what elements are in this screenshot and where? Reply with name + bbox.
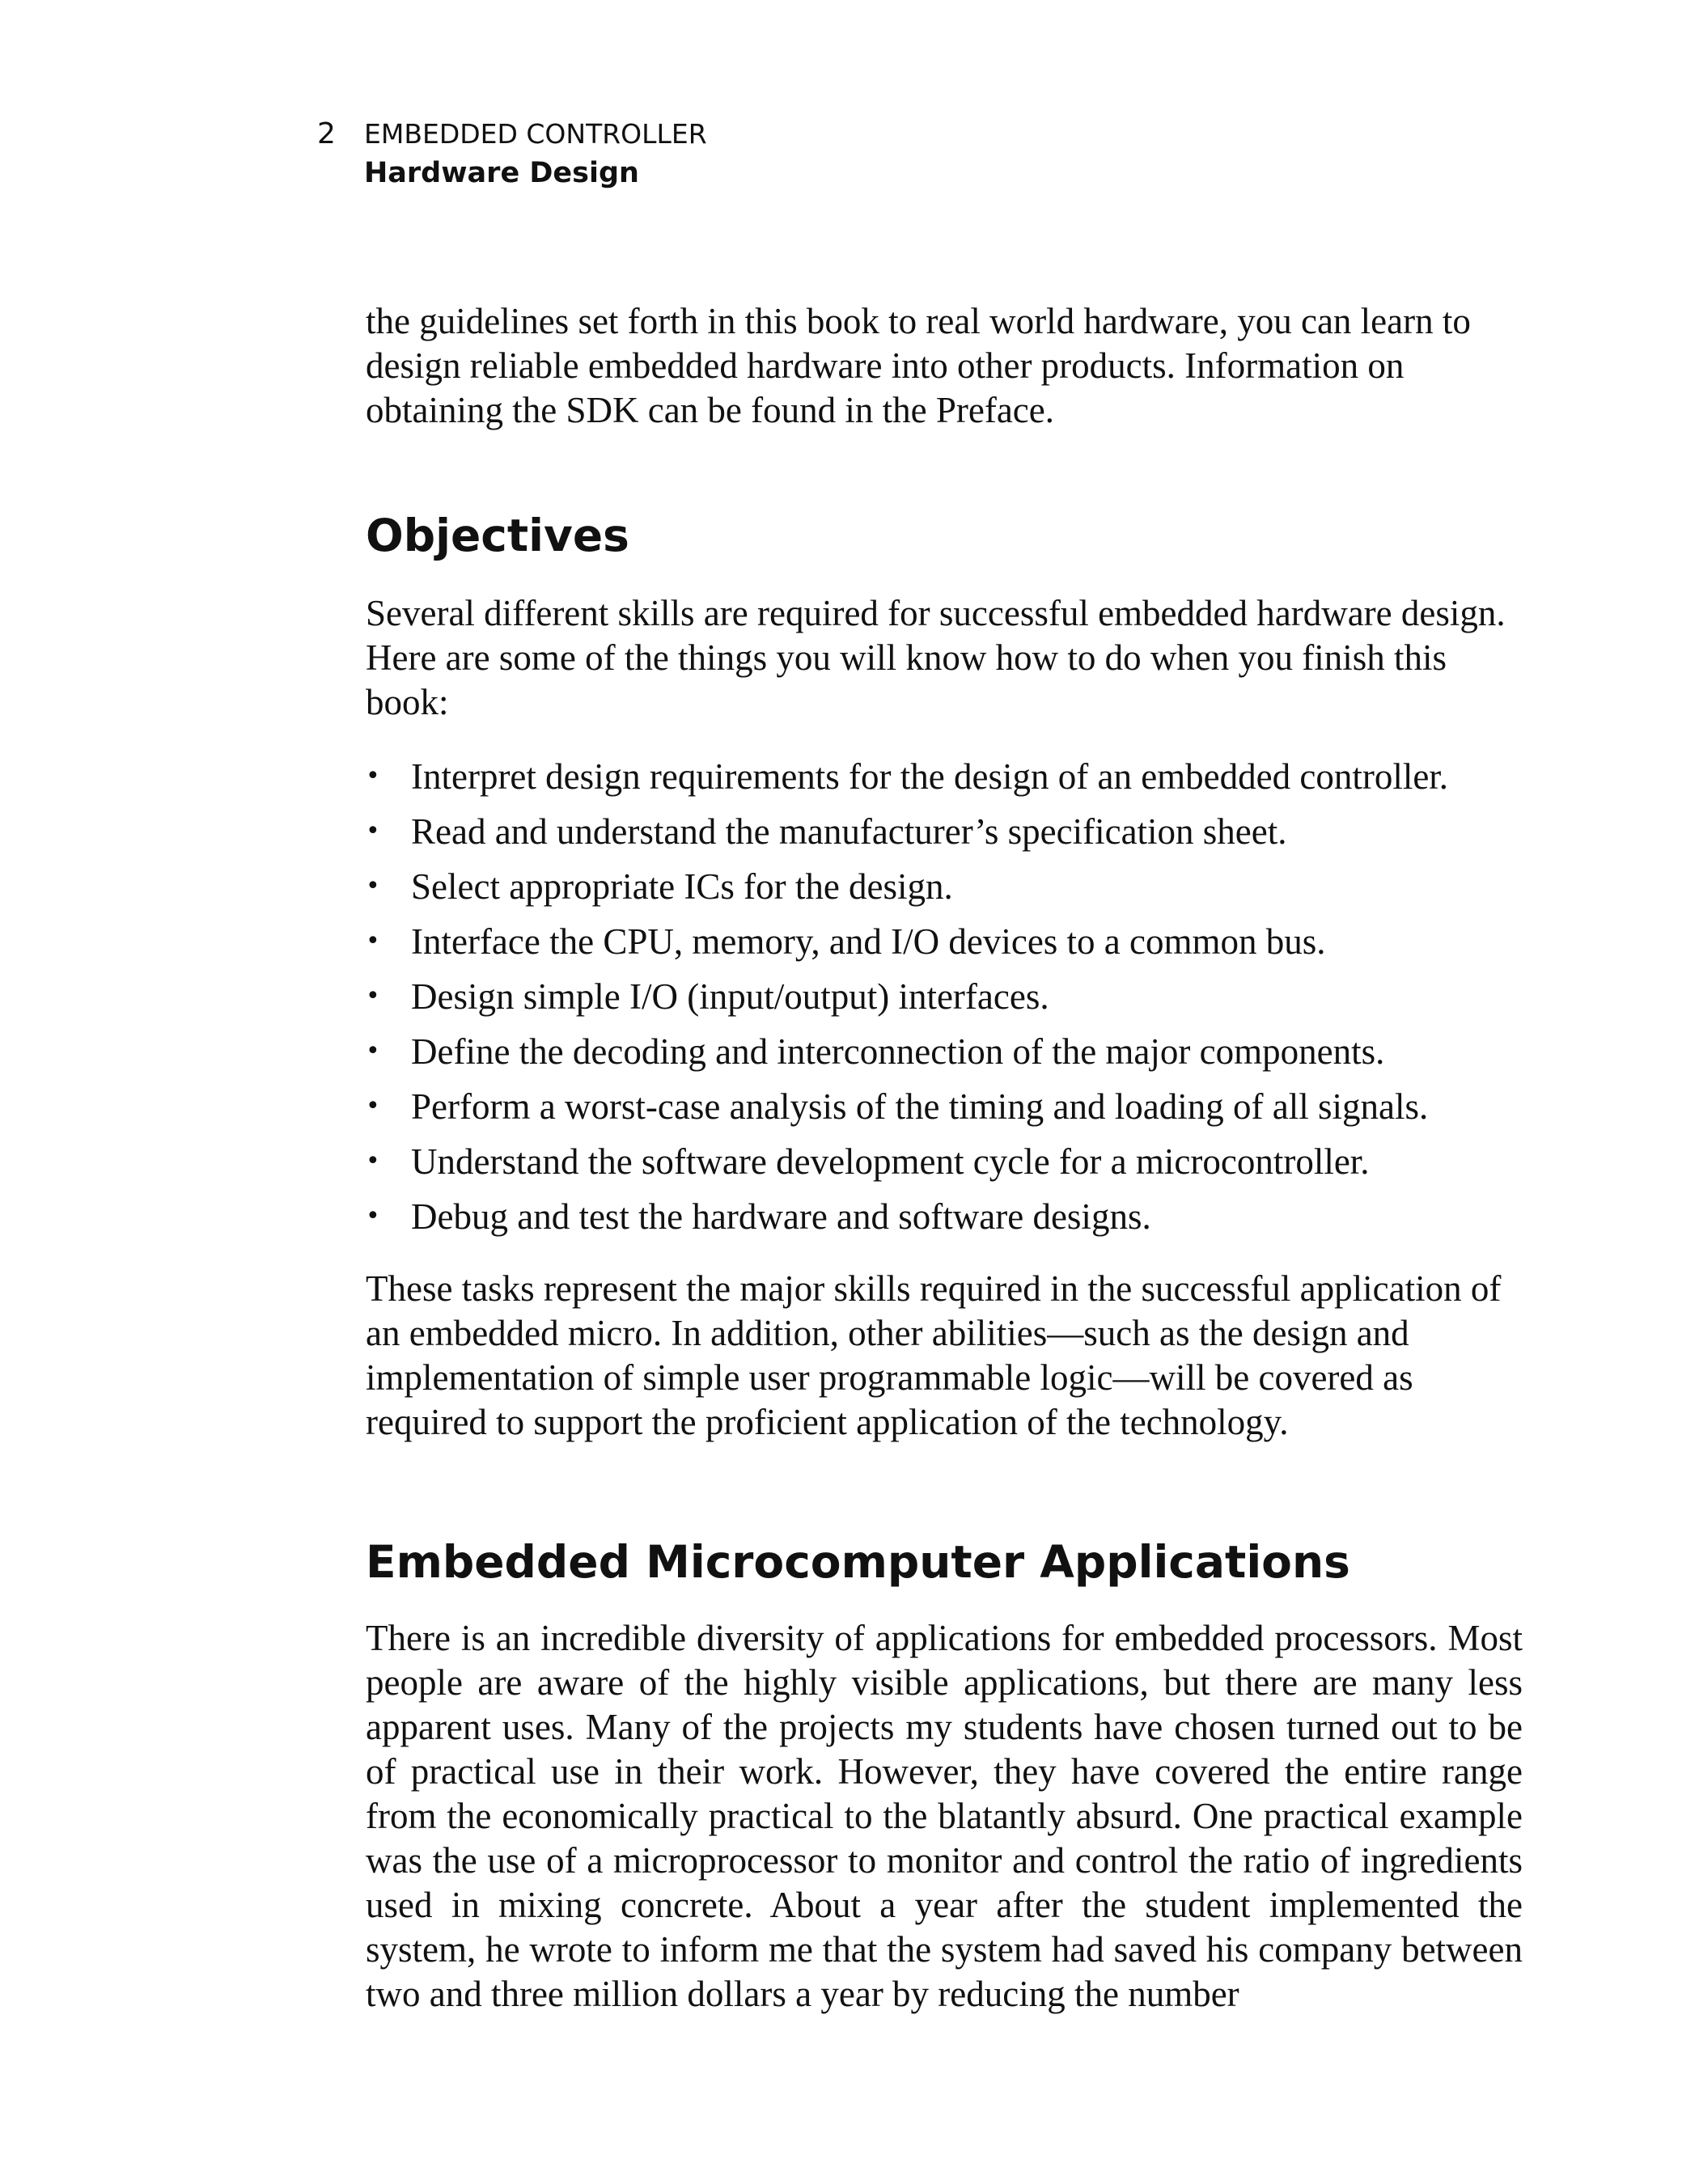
bullet-icon: • — [366, 817, 380, 845]
list-item-text: Interpret design requirements for the design of an embedded controller. — [411, 756, 1449, 797]
intro-paragraph: the guidelines set forth in this book to real world hardware, you can learn to design reliable embedded hardware into other products. Information on obtaining the SDK can be found in the Preface. — [366, 301, 1471, 430]
list-item — [366, 914, 1523, 969]
list-item-text: Read and understand the manufacturer’s specification sheet. — [411, 811, 1287, 852]
list-item-text: Understand the software development cycle for a microcontroller. — [411, 1141, 1370, 1182]
bullet-icon: • — [366, 1147, 380, 1175]
list-item-text: Select appropriate ICs for the design. — [411, 866, 953, 907]
objectives-list — [366, 749, 1523, 1244]
list-item — [366, 969, 1523, 1024]
applications-paragraph: There is an incredible diversity of applications for embedded processors. Most people are aware of the highly visible applications, but there are many less apparent uses. Many of the projects my students have chosen turned out to be of practical use in their work. However, they have covered the entire range from the economically practical to the blatantly absurd. One practical example was the use of a microprocessor to monitor and control the ratio of ingredients used in mixing concrete. About a year after the student implemented the system, he wrote to inform me that the system had saved his company between two and three million dollars a year by reducing the number — [366, 1618, 1523, 2014]
bullet-icon: • — [366, 1202, 380, 1230]
list-item-text: Debug and test the hardware and software designs. — [411, 1196, 1151, 1237]
objectives-closing-paragraph: These tasks represent the major skills required in the successful application of an embedded micro. In addition, other abilities—such as the design and implementation of simple user programmable logic—will be covered as required to support the proficient application of the technology. — [366, 1268, 1502, 1442]
bullet-icon: • — [366, 982, 380, 1010]
objectives-heading: Objectives — [366, 510, 629, 561]
list-item — [366, 859, 1523, 914]
page-number: 2 — [317, 117, 336, 150]
list-item — [366, 804, 1523, 859]
list-item-text: Design simple I/O (input/output) interfaces. — [411, 976, 1049, 1017]
list-item-text: Perform a worst-case analysis of the timing and loading of all signals. — [411, 1086, 1429, 1127]
book-title: EMBEDDED CONTROLLER — [364, 118, 707, 150]
bullet-icon: • — [366, 762, 380, 790]
section-title: Hardware Design — [364, 157, 639, 189]
list-item — [366, 1079, 1523, 1134]
list-item-text: Interface the CPU, memory, and I/O devices to a common bus. — [411, 921, 1326, 962]
list-item — [366, 1024, 1523, 1079]
bullet-icon: • — [366, 1037, 380, 1065]
list-item — [366, 749, 1523, 804]
list-item — [366, 1134, 1523, 1189]
bullet-icon: • — [366, 872, 380, 900]
page-content — [366, 299, 1523, 2017]
bullet-icon: • — [366, 927, 380, 955]
objectives-intro: Several different skills are required for successful embedded hardware design. Here are some of the things you will know how to do when you finish this book: — [366, 593, 1506, 722]
applications-heading: Embedded Microcomputer Applications — [366, 1536, 1350, 1588]
list-item-text: Define the decoding and interconnection of the major components. — [411, 1031, 1385, 1072]
list-item — [366, 1189, 1523, 1244]
bullet-icon: • — [366, 1092, 380, 1120]
